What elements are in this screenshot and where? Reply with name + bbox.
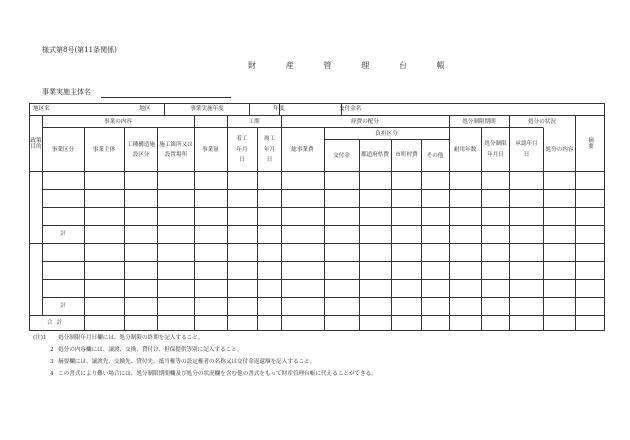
region-name-label: 地区名 — [33, 106, 50, 113]
useful-life-header: 耐用年数 — [453, 146, 477, 153]
limit-date-header: 処分制限年月日 — [484, 141, 507, 158]
approval-date-header: 承認年月日 — [515, 141, 538, 158]
cost-allocation-header: 経費の配分 — [351, 118, 379, 125]
project-content-header: 事業の内容 — [104, 118, 132, 125]
completion-date-header: 竣工年月日 — [263, 136, 276, 164]
grand-total-label: 合計 — [46, 319, 67, 326]
prefecture-cost-header: 都道府県費 — [361, 152, 389, 159]
note-text: 処分の内容欄には、譲渡、交換、貸付け、担保提供等別に記入すること。 — [58, 347, 243, 353]
burden-category-header: 負担区分 — [375, 130, 398, 137]
grant-header: 交付金 — [333, 152, 350, 159]
document-title: 財 産 管 理 台 帳 — [248, 61, 459, 70]
purpose-header: 政策目的 — [30, 137, 42, 150]
entity-name-label: 事業実施主体名 — [42, 88, 91, 96]
note-number: 3 — [50, 359, 54, 365]
note-text: 処分制限年月日欄には、処分制限の終期を記入すること。 — [58, 335, 204, 341]
subtotal-label-2: 計 — [60, 302, 66, 309]
note-number: (注)1 — [33, 335, 47, 341]
total-cost-header: 総事業費 — [291, 146, 314, 153]
disposal-status-header: 処分の状況 — [528, 118, 556, 125]
period-header: 工期 — [248, 118, 260, 125]
grant-name-label: 交付金名 — [339, 106, 362, 113]
start-date-header: 着工年月日 — [236, 136, 248, 164]
other-cost-header: その他 — [426, 152, 444, 159]
subtotal-label-1: 計 — [60, 230, 66, 237]
facility-type-header: 工種構造施設区分 — [127, 141, 155, 158]
disposal-limit-header: 処分制限期間 — [462, 118, 496, 125]
district-label: 地区 — [139, 106, 151, 113]
property-ledger-table — [29, 103, 605, 331]
note-text: 摘要欄には、譲渡先、交換先、貸付先、抵当権等の設定権者の名称又は交付金返還額を記入すること。 — [58, 359, 316, 365]
project-entity-header: 事業主体 — [92, 146, 116, 153]
year-label: 年度 — [273, 106, 285, 113]
note-number: 2 — [50, 347, 54, 353]
entity-name-line — [101, 97, 231, 98]
project-amount-header: 事業量 — [202, 146, 219, 153]
note-text: この書式により難い場合には、処分制限期間欄及び処分の状況欄を含む他の書式をもって財産管理台帳に代えることができる。 — [58, 371, 377, 377]
form-code: 様式第8号(第11条関係) — [42, 46, 117, 54]
project-type-header: 事業区分 — [51, 146, 75, 153]
disposal-content-header: 処分の内容 — [545, 146, 574, 153]
work-location-header: 施工箇所又は設置場所 — [159, 141, 193, 158]
note-number: 4 — [50, 371, 54, 377]
remarks-header: 摘要 — [588, 137, 594, 150]
municipal-cost-header: 市町村費 — [395, 152, 418, 159]
project-year-label: 事業実施年度 — [190, 106, 224, 113]
